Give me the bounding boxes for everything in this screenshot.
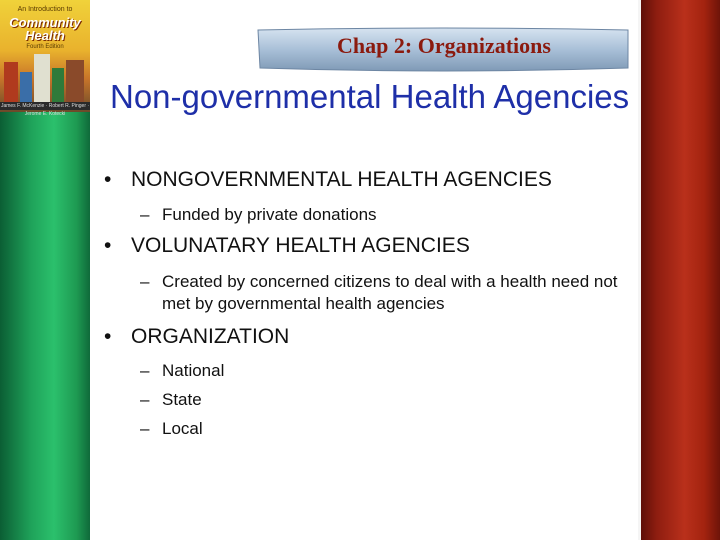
book-building-1 [4,62,18,102]
chapter-banner-text: Chap 2: Organizations [337,33,551,58]
sub-bullet-text: Local [162,419,203,438]
book-cover-image [0,0,90,117]
sub-bullet-dash: – [140,419,150,438]
sub-bullet-dash: – [140,205,150,224]
slide-title: Non-governmental Health Agencies [110,78,630,115]
book-subtitle: An Introduction to [17,6,73,13]
bullet-text: VOLUNATARY HEALTH AGENCIES [131,234,470,257]
bullet-dot: • [104,325,112,348]
book-title [4,16,86,42]
chapter-banner [258,28,630,72]
book-title-line-1: Community [9,15,81,30]
bullet-text: NONGOVERNMENTAL HEALTH AGENCIES [131,168,552,191]
sub-bullet-dash: – [140,361,150,380]
book-building-5 [66,60,84,102]
book-edition: Fourth Edition [26,44,64,50]
sub-bullet-text: Funded by private donations [162,205,377,224]
sub-bullet-dash: – [140,390,150,409]
bullet-dot: • [104,168,112,191]
book-authors: James F. McKenzie · Robert R. Pinger · Jerome E. Kotecki [0,103,90,117]
book-title-line-2: Health [25,28,65,43]
bullet-dot: • [104,234,112,257]
sub-bullet-text: Created by concerned citizens to deal with a health need not met by governmental health agencies [162,272,618,313]
sub-bullet-text: State [162,390,202,409]
sub-bullet-dash: – [140,272,150,291]
book-building-3 [34,54,50,102]
book-building-4 [52,68,64,102]
sub-bullet-text: National [162,361,225,380]
bullet-text: ORGANIZATION [131,325,290,348]
right-decorative-bar [641,0,720,540]
book-building-2 [20,72,32,102]
